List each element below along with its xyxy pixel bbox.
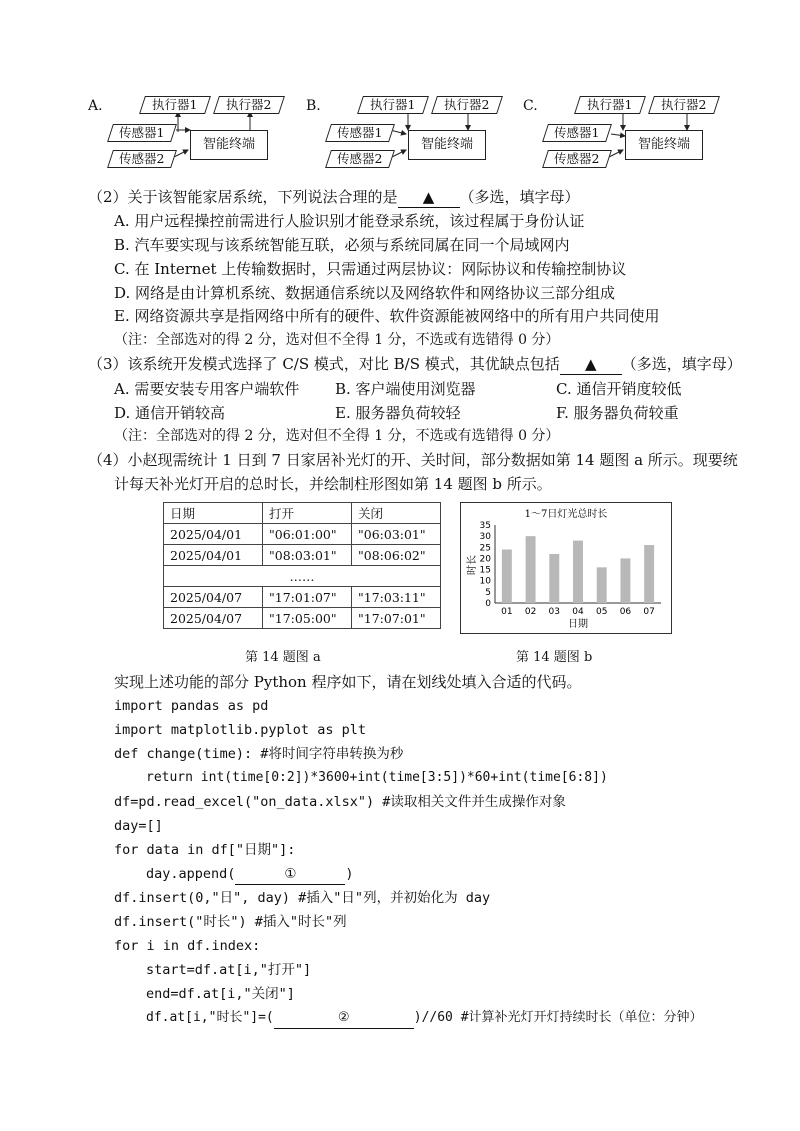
code-line: df.insert("时长") #插入"时长"列: [114, 914, 347, 930]
code-text: day.append(: [146, 866, 236, 882]
sensor-1-box: [542, 124, 612, 142]
q2-stem-suffix: （多选，填字母）: [459, 188, 580, 206]
q2-option-d: D. 网络是由计算机系统、数据通信系统以及网络软件和网络协议三部分组成: [114, 284, 616, 302]
sensor-1-box: [325, 124, 395, 142]
figure-b-chart: [460, 502, 672, 634]
x-tick-label: 05: [595, 607, 608, 617]
table-row: [164, 608, 441, 629]
y-tick-label: 20: [479, 554, 491, 565]
table-header: 打开: [263, 503, 352, 524]
table-cell: "17:03:11": [352, 587, 441, 608]
sensor-1-label: 传感器1: [119, 125, 165, 140]
code-line: return int(time[0:2])*3600+int(time[3:5])*60+int(time[6:8]): [146, 770, 608, 785]
code-intro: 实现上述功能的部分 Python 程序如下，请在划线处填入合适的代码。: [114, 673, 582, 691]
smart-terminal-box: 智能终端: [408, 130, 486, 160]
code-text: df.at[i,"时长"]=(: [146, 1010, 274, 1025]
table-ellipsis: ……: [164, 566, 441, 587]
q2-option-c: C. 在 Internet 上传输数据时，只需通过两层协议：网际协议和传输控制协议: [114, 260, 627, 278]
table-cell: "08:03:01": [263, 545, 352, 566]
actuator-2-label: 执行器2: [226, 97, 272, 112]
table-header: 日期: [164, 503, 263, 524]
chart-title: 1～7日灯光总时长: [524, 509, 608, 520]
q3-option-b: B. 客户端使用浏览器: [335, 380, 476, 398]
code-line: [146, 864, 354, 885]
y-tick-label: 30: [479, 532, 491, 543]
sensor-2-label: 传感器2: [337, 151, 383, 166]
caption-figure-a: 第 14 题图 a: [245, 650, 321, 665]
x-tick-label: 03: [548, 607, 561, 617]
code-line: import pandas as pd: [114, 698, 269, 714]
diagram-option-c: [515, 92, 730, 172]
code-line: start=df.at[i,"打开"]: [146, 962, 312, 978]
actuator-1-box: [139, 96, 211, 114]
code-blank-2[interactable]: ②: [274, 1008, 414, 1029]
x-tick-label: 01: [501, 607, 513, 617]
actuator-2-label: 执行器2: [661, 97, 707, 112]
q3-option-f: F. 服务器负荷较重: [556, 404, 679, 422]
code-blank-1[interactable]: ①: [235, 864, 345, 885]
table-cell: 2025/04/07: [164, 608, 263, 629]
bar-chart: [461, 503, 671, 633]
q4-stem-line2: 计每天补光灯开启的总时长，并绘制柱形图如第 14 题图 b 所示。: [114, 475, 552, 493]
actuator-1-box: [574, 96, 646, 114]
code-line: for data in df["日期"]:: [114, 842, 296, 858]
smart-terminal-box: 智能终端: [625, 130, 703, 160]
y-tick-label: 25: [479, 543, 491, 554]
sensor-2-box: [542, 150, 612, 168]
y-axis-label: 时长: [467, 555, 478, 575]
table-cell: "08:06:02": [352, 545, 441, 566]
table-row: [164, 524, 441, 545]
bar-02: [526, 536, 536, 603]
code-line: for i in df.index:: [114, 938, 261, 954]
table-row: [164, 566, 441, 587]
y-tick-label: 5: [485, 587, 491, 598]
actuator-1-label: 执行器1: [370, 97, 416, 112]
sensor-2-label: 传感器2: [119, 151, 165, 166]
table-header-row: [164, 503, 441, 524]
sensor-2-box: [325, 150, 395, 168]
x-tick-label: 02: [524, 607, 537, 617]
code-line: [146, 1008, 703, 1029]
q2-stem: [88, 187, 580, 208]
diagram-option-a: [80, 92, 295, 172]
caption-figure-b: 第 14 题图 b: [516, 650, 593, 665]
q2-option-b: B. 汽车要实现与该系统智能互联，必须与系统同属在同一个局域网内: [114, 236, 570, 254]
sensor-1-box: [107, 124, 177, 142]
q3-note: （注：全部选对的得 2 分，选对但不全得 1 分，不选或有选错得 0 分）: [114, 428, 560, 444]
table-cell: "17:01:07": [263, 587, 352, 608]
code-line: df.insert(0,"日", day) #插入"日"列，并初始化为 day: [114, 890, 491, 906]
table-cell: 2025/04/07: [164, 587, 263, 608]
table-cell: "06:01:00": [263, 524, 352, 545]
actuator-2-box: [431, 96, 503, 114]
bar-07: [644, 545, 654, 603]
diagram-label: C.: [523, 98, 538, 114]
y-tick-label: 15: [479, 565, 491, 576]
x-tick-label: 07: [643, 607, 655, 617]
q3-stem-suffix: （多选，填字母）: [621, 355, 742, 373]
table-cell: "17:07:01": [352, 608, 441, 629]
table-row: [164, 545, 441, 566]
code-line: day=[]: [114, 818, 163, 834]
y-tick-label: 0: [485, 599, 491, 609]
actuator-1-box: [357, 96, 429, 114]
code-text: )//60 #计算补光灯开灯持续时长（单位：分钟）: [413, 1010, 703, 1025]
bar-01: [502, 550, 512, 603]
x-tick-label: 06: [619, 607, 632, 617]
code-line: def change(time): #将时间字符串转换为秒: [114, 746, 404, 762]
actuator-1-label: 执行器1: [587, 97, 633, 112]
table-row: [164, 587, 441, 608]
sensor-2-box: [107, 150, 177, 168]
q2-note: （注：全部选对的得 2 分，选对但不全得 1 分，不选或有选错得 0 分）: [114, 332, 560, 348]
sensor-2-label: 传感器2: [554, 151, 600, 166]
x-tick-label: 04: [572, 607, 584, 617]
bar-05: [597, 567, 607, 603]
table-cell: "06:03:01": [352, 524, 441, 545]
q3-option-d: D. 通信开销较高: [114, 404, 226, 422]
sensor-1-label: 传感器1: [554, 125, 600, 140]
actuator-2-label: 执行器2: [444, 97, 490, 112]
code-line: df=pd.read_excel("on_data.xlsx") #读取相关文件并生成操作对象: [114, 794, 566, 810]
q2-option-a: A. 用户远程操控前需进行人脸识别才能登录系统，该过程属于身份认证: [114, 212, 585, 230]
table-cell: 2025/04/01: [164, 524, 263, 545]
diagram-option-b: [298, 92, 513, 172]
q3-answer-blank[interactable]: ▲: [560, 354, 622, 375]
y-tick-label: 35: [479, 521, 491, 531]
q2-answer-blank[interactable]: ▲: [398, 187, 460, 208]
q3-stem-text: （3）该系统开发模式选择了 C/S 模式，对比 B/S 模式，其优缺点包括: [88, 355, 560, 373]
table-header: 关闭: [352, 503, 441, 524]
actuator-2-box: [213, 96, 285, 114]
x-axis-label: 日期: [568, 619, 588, 630]
figure-a-table: [163, 502, 441, 629]
q2-stem-text: （2）关于该智能家居系统，下列说法合理的是: [88, 188, 398, 206]
table-cell: 2025/04/01: [164, 545, 263, 566]
diagram-label: A.: [88, 98, 103, 114]
q3-stem: [88, 354, 742, 375]
q3-option-c: C. 通信开销度较低: [556, 380, 682, 398]
q3-option-e: E. 服务器负荷较轻: [335, 404, 461, 422]
code-text: ): [345, 866, 354, 882]
q3-option-a: A. 需要安装专用客户端软件: [114, 380, 300, 398]
diagram-label: B.: [306, 98, 321, 114]
bar-04: [573, 541, 583, 603]
table-cell: "17:05:00": [263, 608, 352, 629]
y-tick-label: 10: [479, 576, 491, 587]
smart-terminal-box: 智能终端: [190, 130, 268, 160]
code-line: import matplotlib.pyplot as plt: [114, 722, 366, 738]
q4-stem-line1: （4）小赵现需统计 1 日到 7 日家居补光灯的开、关时间，部分数据如第 14 题图 a 所示。现要统: [88, 451, 738, 469]
bar-06: [620, 558, 630, 603]
q2-option-e: E. 网络资源共享是指网络中所有的硬件、软件资源能被网络中的所有用户共同使用: [114, 307, 660, 325]
sensor-1-label: 传感器1: [337, 125, 383, 140]
actuator-2-box: [648, 96, 720, 114]
actuator-1-label: 执行器1: [152, 97, 198, 112]
code-line: end=df.at[i,"关闭"]: [146, 986, 295, 1002]
bar-03: [549, 554, 559, 603]
